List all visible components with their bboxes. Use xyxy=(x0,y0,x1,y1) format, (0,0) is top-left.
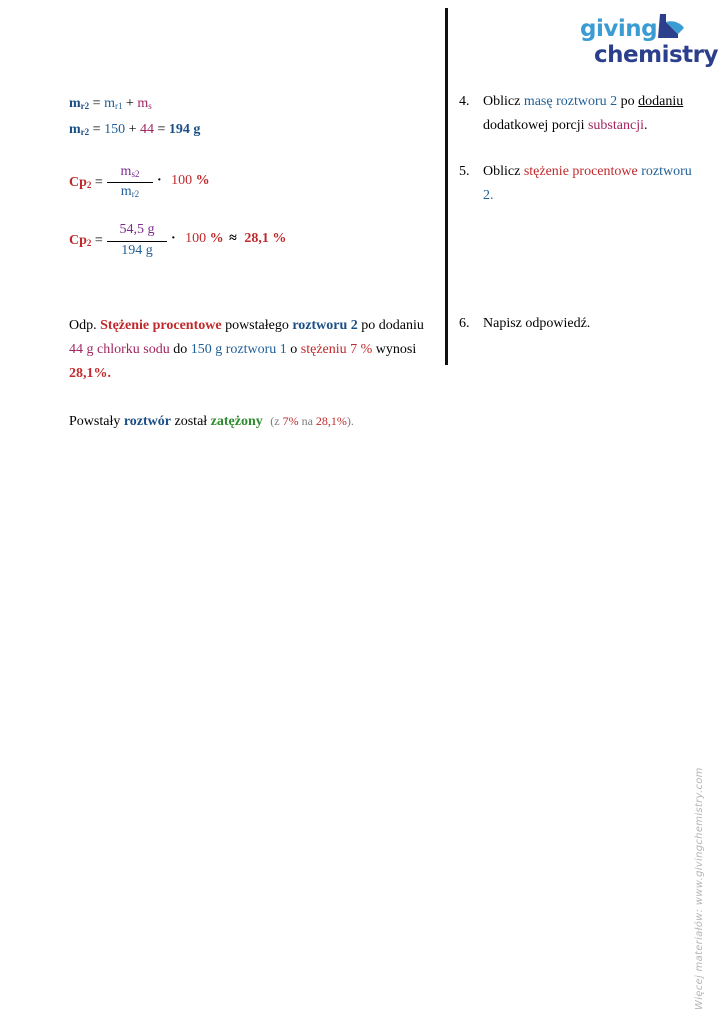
answer-paragraph: Odp. Stężenie procentowe powstałego roztworu 2 po dodaniu 44 g chlorku sodu do 150 g roztworu 1 o stężeniu 7 % wynosi 28,1%. xyxy=(69,318,424,381)
cp-formula-fraction: $m_{s2}$ $m_{r2}$ xyxy=(107,162,153,202)
cp-values-fraction: 54,5 g 194 g xyxy=(107,221,167,261)
logo-line2: chemistry xyxy=(594,42,718,68)
cp-values-rhs: · 100 % ≈ 28,1 % xyxy=(171,231,287,246)
column-divider xyxy=(445,8,448,365)
flask-icon xyxy=(654,12,690,42)
step-6: 6. Napisz odpowiedź. xyxy=(459,316,591,331)
cp-formula-lhs: $Cp_2$ = xyxy=(69,175,103,190)
step-5: 5. Oblicz stężenie procentowe roztworu 2. xyxy=(459,164,692,203)
mass-values: $m_{r2} = 150 + 44 = 194$ g xyxy=(69,122,201,137)
watermark: Więcej materiałów: www.givingchemistry.com xyxy=(694,767,705,1010)
logo xyxy=(580,12,716,74)
cp-formula-rhs: · 100 % xyxy=(157,173,210,188)
logo-line1: giving xyxy=(580,16,658,42)
cp-values-lhs: $Cp_2$ = xyxy=(69,233,103,248)
mass-formula: $m_{r2} = m_{r1} + m_s$ xyxy=(69,96,152,111)
step-4: 4. Oblicz masę roztworu 2 po dodaniu dodatkowej porcji substancji. xyxy=(459,94,684,133)
conclusion: Powstały roztwór został zatężony (z 7% na 28,1%). xyxy=(69,414,354,429)
